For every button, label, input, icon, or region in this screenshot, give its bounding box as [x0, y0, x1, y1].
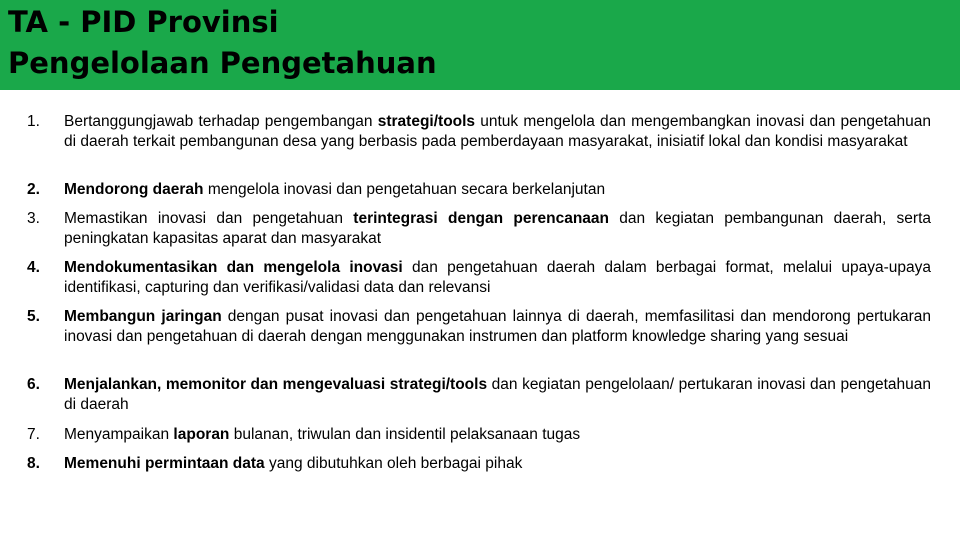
item-number: 1.	[27, 113, 40, 130]
slide-title-line-1: TA - PID Provinsi	[8, 5, 279, 39]
item-text-part-bold: strategi/tools	[377, 113, 476, 130]
item-number: 6.	[27, 376, 40, 393]
item-text	[64, 209, 931, 248]
item-number: 3.	[27, 210, 40, 227]
item-text-part-bold: Memenuhi permintaan data	[64, 455, 265, 472]
item-text-part-bold: Mendorong daerah	[64, 181, 204, 198]
item-text	[64, 425, 931, 445]
item-text-part-bold: laporan	[173, 426, 230, 443]
item-text-part: untuk mengelola dan mengembangkan inovasi dan pengetahuan di daerah terkait pembangunan desa yang berbasis pada pemberdayaan masyarakat, inisiatif lokal dan kondisi masyarakat	[64, 113, 931, 150]
item-text-part: dan kegiatan pembangunan daerah, serta peningkatan kapasitas aparat dan masyarakat	[64, 210, 931, 247]
item-text-part-bold: terintegrasi dengan perencanaan	[353, 210, 609, 227]
item-number: 2.	[27, 181, 40, 198]
item-text-part: mengelola inovasi dan pengetahuan secara berkelanjutan	[203, 181, 606, 198]
item-text-part: dengan pusat inovasi dan pengetahuan lainnya di daerah, memfasilitasi dan mendorong pertukaran inovasi dan pengetahuan di daerah dengan menggunakan instrumen dan platform knowledge sharing yang sesuai	[64, 308, 932, 345]
item-text-part: dan pengetahuan daerah dalam berbagai format, melalui upaya-upaya identifikasi, capturing dan verifikasi/validasi data dan relevansi	[64, 259, 931, 296]
slide-title-line-2: Pengelolaan Pengetahuan	[8, 46, 437, 80]
item-number: 4.	[27, 259, 40, 276]
item-text	[64, 258, 931, 297]
item-text-part: Menyampaikan	[64, 426, 174, 443]
item-text-part: bulanan, triwulan dan insidentil pelaksanaan tugas	[229, 426, 581, 443]
item-text-part: dan kegiatan pengelolaan/ pertukaran inovasi dan pengetahuan di daerah	[64, 376, 931, 413]
item-text	[64, 180, 931, 200]
item-text-part-bold: Membangun jaringan	[64, 308, 222, 325]
item-text	[64, 307, 931, 346]
item-number: 8.	[27, 455, 40, 472]
item-text	[64, 375, 931, 414]
item-text	[64, 454, 931, 474]
item-text-part: yang dibutuhkan oleh berbagai pihak	[264, 455, 523, 472]
item-text	[64, 112, 931, 151]
item-number: 7.	[27, 426, 40, 443]
item-text-part: Bertanggungjawab terhadap pengembangan	[64, 113, 378, 130]
item-number: 5.	[27, 308, 40, 325]
item-text-part: Memastikan inovasi dan pengetahuan	[64, 210, 354, 227]
item-text-part-bold: Menjalankan, memonitor dan mengevaluasi strategi/tools	[64, 376, 488, 393]
item-text-part-bold: Mendokumentasikan dan mengelola inovasi	[64, 259, 403, 276]
